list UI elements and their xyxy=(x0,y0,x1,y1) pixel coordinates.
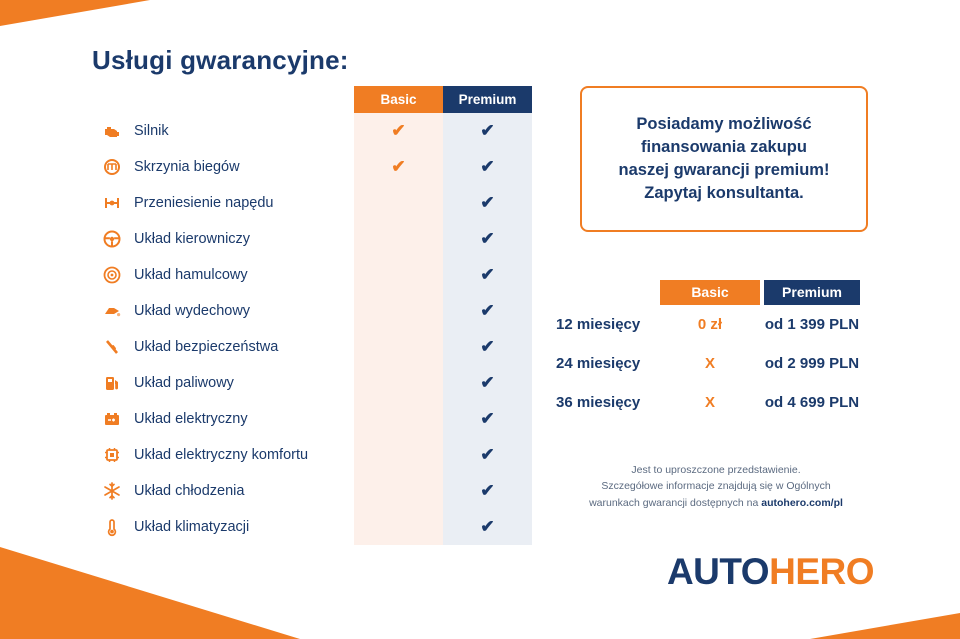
price-table xyxy=(556,280,876,422)
services-table xyxy=(92,86,532,545)
service-premium-mark: ✔ xyxy=(443,473,532,509)
service-basic-mark: ✔ xyxy=(354,149,443,185)
service-basic-mark xyxy=(354,473,443,509)
footnote-line-3-prefix: warunkach gwarancji dostępnych na xyxy=(589,496,762,509)
seatbelt-icon xyxy=(102,337,122,357)
service-label-cell xyxy=(92,329,354,365)
service-label-cell xyxy=(92,365,354,401)
steering-wheel-icon xyxy=(102,229,122,249)
table-row xyxy=(92,401,532,437)
price-basic-value: X xyxy=(704,394,715,411)
table-row xyxy=(92,365,532,401)
exhaust-icon xyxy=(102,301,122,321)
services-header-basic: Basic xyxy=(354,86,443,113)
price-basic-value: X xyxy=(704,355,715,372)
table-row xyxy=(92,149,532,185)
promo-line-4: Zapytaj konsultanta. xyxy=(644,183,804,202)
promo-line-2: finansowania zakupu xyxy=(641,138,807,157)
page-title: Usługi gwarancyjne: xyxy=(92,45,349,75)
table-row xyxy=(92,473,532,509)
price-premium-value: od 2 999 PLN xyxy=(764,355,860,372)
service-premium-mark: ✔ xyxy=(443,221,532,257)
table-row xyxy=(556,305,876,344)
service-label: Układ kierowniczy xyxy=(134,231,251,247)
promo-text xyxy=(609,113,840,204)
decorative-corner-top-left xyxy=(0,0,150,26)
service-basic-mark xyxy=(354,257,443,293)
fuel-pump-icon xyxy=(102,373,122,393)
service-label: Przeniesienie napędu xyxy=(134,195,274,211)
engine-icon xyxy=(102,121,122,141)
price-term: 24 miesięcy xyxy=(556,355,641,372)
service-label-cell xyxy=(92,113,354,149)
service-label: Układ elektryczny komfortu xyxy=(134,447,309,463)
service-premium-mark: ✔ xyxy=(443,329,532,365)
table-row xyxy=(92,329,532,365)
service-label-cell xyxy=(92,437,354,473)
service-basic-mark: ✔ xyxy=(354,113,443,149)
logo-auto-text: AUTO xyxy=(666,551,770,592)
service-label-cell xyxy=(92,293,354,329)
table-row xyxy=(556,344,876,383)
service-label: Układ bezpieczeństwa xyxy=(134,339,279,355)
autohero-logo xyxy=(667,551,874,593)
service-label: Układ paliwowy xyxy=(134,375,234,391)
table-row xyxy=(92,257,532,293)
table-row xyxy=(92,293,532,329)
service-label: Układ elektryczny xyxy=(134,411,248,427)
brake-disc-icon xyxy=(102,265,122,285)
service-basic-mark xyxy=(354,365,443,401)
snowflake-icon xyxy=(102,481,122,501)
service-label-cell xyxy=(92,509,354,545)
financing-promo-box xyxy=(580,86,868,232)
service-label: Układ klimatyzacji xyxy=(134,519,250,535)
service-basic-mark xyxy=(354,437,443,473)
service-label-cell xyxy=(92,401,354,437)
services-table-header xyxy=(354,86,532,113)
service-label-cell xyxy=(92,221,354,257)
table-row xyxy=(92,221,532,257)
table-row xyxy=(556,383,876,422)
service-premium-mark: ✔ xyxy=(443,293,532,329)
service-premium-mark: ✔ xyxy=(443,113,532,149)
decorative-corner-bottom-right xyxy=(810,613,960,639)
footnote-line-2: Szczegółowe informacje znajdują się w Ogólnych xyxy=(601,480,831,493)
table-row xyxy=(92,185,532,221)
service-label: Układ chłodzenia xyxy=(134,483,245,499)
table-row xyxy=(92,113,532,149)
service-premium-mark: ✔ xyxy=(443,149,532,185)
promo-line-3: naszej gwarancji premium! xyxy=(618,161,830,179)
price-basic-value: 0 zł xyxy=(697,316,723,333)
price-premium-value: od 1 399 PLN xyxy=(764,316,860,333)
service-label-cell xyxy=(92,185,354,221)
service-label: Układ wydechowy xyxy=(134,303,251,319)
price-premium-value: od 4 699 PLN xyxy=(764,394,860,411)
battery-icon xyxy=(102,409,122,429)
service-label: Silnik xyxy=(134,123,169,139)
service-label-cell xyxy=(92,473,354,509)
promo-line-1: Posiadamy możliwość xyxy=(636,115,812,134)
footnote-link[interactable]: autohero.com/pl xyxy=(761,496,843,509)
table-row xyxy=(92,509,532,545)
service-basic-mark xyxy=(354,329,443,365)
logo-hero-text: HERO xyxy=(769,551,874,592)
services-header-premium: Premium xyxy=(443,86,532,113)
price-term: 12 miesięcy xyxy=(556,316,641,333)
footnote-line-3 xyxy=(556,495,876,511)
service-premium-mark: ✔ xyxy=(443,185,532,221)
service-premium-mark: ✔ xyxy=(443,437,532,473)
price-header-premium: Premium xyxy=(764,280,860,305)
price-table-header xyxy=(660,280,876,305)
chip-icon xyxy=(102,445,122,465)
service-basic-mark xyxy=(354,509,443,545)
service-premium-mark: ✔ xyxy=(443,257,532,293)
service-basic-mark xyxy=(354,221,443,257)
service-basic-mark xyxy=(354,185,443,221)
drivetrain-icon xyxy=(102,193,122,213)
footnote xyxy=(556,462,876,511)
footnote-line-1: Jest to uproszczone przedstawienie. xyxy=(631,464,801,476)
service-label: Układ hamulcowy xyxy=(134,267,248,283)
service-label-cell xyxy=(92,149,354,185)
service-label: Skrzynia biegów xyxy=(134,159,240,175)
service-label-cell xyxy=(92,257,354,293)
service-premium-mark: ✔ xyxy=(443,365,532,401)
service-basic-mark xyxy=(354,401,443,437)
service-basic-mark xyxy=(354,293,443,329)
gearbox-icon xyxy=(102,157,122,177)
table-row xyxy=(92,437,532,473)
thermometer-icon xyxy=(102,517,122,537)
price-term: 36 miesięcy xyxy=(556,394,641,411)
service-premium-mark: ✔ xyxy=(443,509,532,545)
price-header-basic: Basic xyxy=(660,280,760,305)
decorative-corner-bottom-left xyxy=(0,547,300,639)
service-premium-mark: ✔ xyxy=(443,401,532,437)
